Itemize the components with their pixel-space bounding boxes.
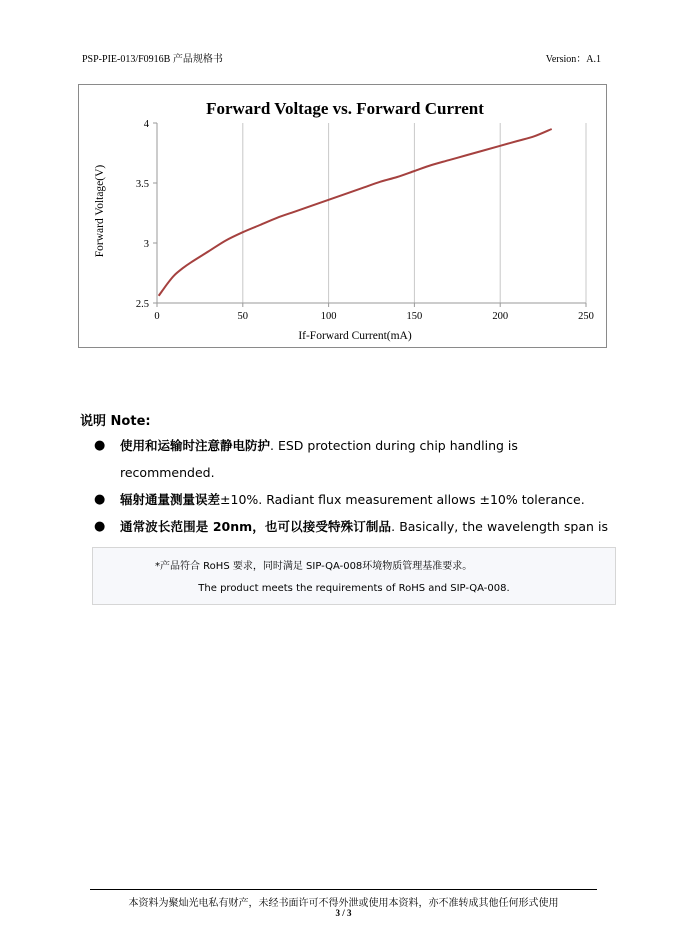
forward-voltage-chart (78, 84, 607, 348)
note-item-en: . ESD protection during chip handling is recommended. (120, 438, 518, 480)
chart-title: Forward Voltage vs. Forward Current (206, 99, 484, 118)
chart-x-tick-label: 150 (406, 311, 423, 322)
rohs-statement-box (92, 547, 616, 605)
chart-x-tick-label: 200 (492, 311, 509, 322)
note-heading-en: Note: (110, 414, 151, 429)
chart-gridlines (243, 123, 586, 303)
note-item-cn: 使用和运输时注意静电防护 (120, 438, 271, 453)
chart-x-tick-label: 0 (154, 311, 160, 322)
chart-x-axis-label: If-Forward Current(mA) (298, 330, 412, 342)
note-item-cn: 通常波长范围是 20nm，也可以接受特殊订制品 (120, 519, 392, 534)
chart-canvas (79, 85, 606, 347)
page-number: 3 / 3 (335, 908, 352, 918)
chart-y-axis-label: Forward Voltage(V) (94, 164, 106, 258)
note-item-cn: 辐射通量测量误差 (120, 492, 221, 507)
bullet-icon: ● (94, 519, 106, 534)
bullet-icon: ● (94, 492, 106, 507)
document-code: PSP-PIE-013/F0916B 产品规格书 (82, 54, 223, 65)
note-item (90, 486, 608, 513)
chart-series (159, 129, 552, 296)
bullet-icon: ● (94, 438, 106, 453)
note-heading (80, 410, 151, 429)
chart-y-tick-label: 2.5 (135, 299, 149, 310)
chart-axes (153, 123, 586, 307)
chart-x-tick-label: 100 (320, 311, 337, 322)
chart-x-tick-label: 250 (578, 311, 594, 322)
chart-y-tick-label: 4 (143, 119, 149, 130)
chart-series-line (159, 129, 552, 296)
rohs-statement-en: The product meets the requirements of RoHS and SIP-QA-008. (198, 583, 510, 594)
chart-tick-labels (136, 119, 594, 322)
note-item-en: ±10%. Radiant flux measurement allows ±10% tolerance. (220, 492, 585, 507)
footer-divider (90, 889, 597, 890)
document-version: Version：A.1 (545, 54, 601, 65)
note-heading-cn: 说明 (80, 414, 107, 429)
rohs-statement-cn: *产品符合 RoHS 要求，同时满足 SIP-QA-008环境物质管理基准要求。 (155, 561, 473, 572)
footer-confidentiality: 本资料为聚灿光电私有财产，未经书面许可不得外泄或使用本资料，亦不准转成其他任何形式使用 (128, 898, 559, 909)
chart-y-tick-label: 3 (143, 239, 149, 250)
note-item-en: . Basically, the wavelength span is (391, 519, 608, 534)
note-item (90, 432, 608, 486)
chart-y-tick-label: 3.5 (135, 179, 149, 190)
chart-x-tick-label: 50 (237, 311, 249, 322)
